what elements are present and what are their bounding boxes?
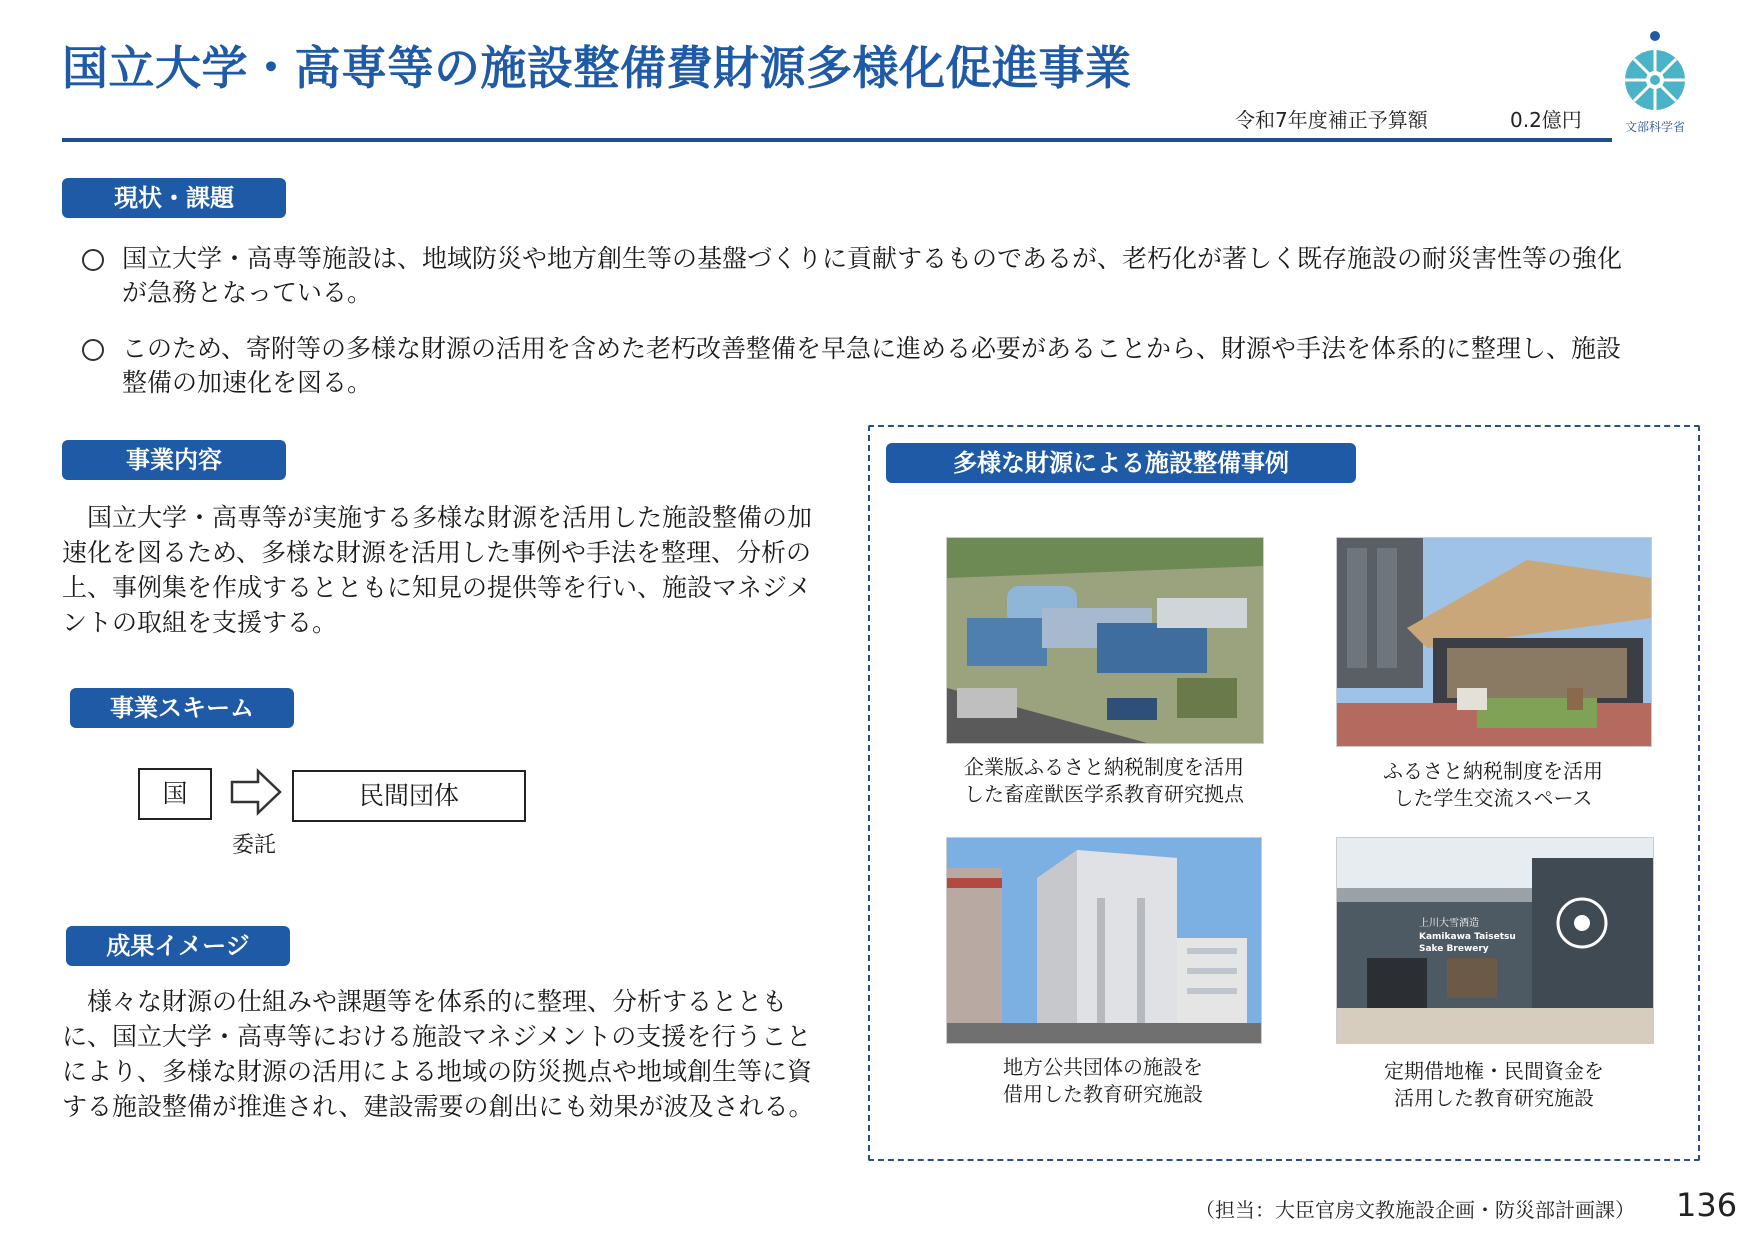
status-bullet-2: [82, 332, 1722, 402]
example-caption-3: [946, 1054, 1260, 1108]
example-photo-3: [946, 837, 1262, 1044]
caption-line: 企業版ふるさと納税制度を活用: [964, 755, 1244, 779]
examples-badge: 多様な財源による施設整備事例: [886, 443, 1356, 483]
brewery-sign-en2: Sake Brewery: [1419, 944, 1489, 954]
bullet-line: が急務となっている。: [122, 278, 373, 307]
scheme-badge: 事業スキーム: [70, 688, 294, 728]
mext-emblem-icon: [1615, 28, 1695, 118]
arrow-right-icon: [230, 768, 282, 816]
example-photo-1: [946, 537, 1264, 744]
scheme-to-box: 民間団体: [292, 770, 526, 822]
bullet-line: このため、寄附等の多様な財源の活用を含めた老朽改善整備を早急に進める必要があることから、財源や手法を体系的に整理し、施設: [122, 334, 1622, 363]
brewery-sign-en1: Kamikawa Taisetsu: [1419, 932, 1516, 942]
bullet-line: 国立大学・高専等施設は、地域防災や地方創生等の基盤づくりに貢献するものであるが、老朽化が著しく既存施設の耐災害性等の強化: [122, 244, 1623, 273]
logo-text: 文部科学省: [1624, 120, 1685, 134]
arrow-label: 委託: [232, 833, 277, 858]
caption-line: 定期借地権・民間資金を: [1384, 1059, 1604, 1083]
footer-contact: （担当：大臣官房文教施設企画・防災部計画課）: [1195, 1198, 1635, 1222]
caption-line: した学生交流スペース: [1393, 786, 1593, 810]
example-caption-1: [946, 754, 1262, 808]
brewery-sign: 上川大雪酒造: [1419, 918, 1479, 929]
content-badge: 事業内容: [62, 440, 286, 480]
page-number: 136: [1676, 1186, 1738, 1224]
example-caption-2: [1336, 758, 1650, 812]
caption-line: した畜産獣医学系教育研究拠点: [964, 782, 1244, 806]
caption-line: 借用した教育研究施設: [1003, 1082, 1203, 1106]
caption-line: 地方公共団体の施設を: [1003, 1055, 1203, 1079]
status-bullet-1: [82, 242, 1722, 312]
budget-label: 令和7年度補正予算額: [1235, 108, 1428, 132]
bullet-line: 整備の加速化を図る。: [122, 368, 373, 397]
example-photo-4: [1336, 837, 1654, 1044]
status-badge: 現状・課題: [62, 178, 286, 218]
outcome-text: 様々な財源の仕組みや課題等を体系的に整理、分析するとともに、国立大学・高専等における施設マネジメントの支援を行うことにより、多様な財源の活用による地域の防災拠点や地域創生等に資する施設整備が推進され、建設需要の創出にも効果が波及される。: [62, 987, 814, 1121]
circle-bullet-icon: [82, 339, 104, 361]
example-photo-2: [1336, 537, 1652, 747]
caption-line: ふるさと納税制度を活用: [1383, 759, 1603, 783]
header-rule: [62, 138, 1612, 142]
example-caption-4: [1336, 1058, 1652, 1112]
page-title: 国立大学・高専等の施設整備費財源多様化促進事業: [62, 41, 1132, 95]
scheme-from-box: 国: [138, 768, 212, 820]
circle-bullet-icon: [82, 249, 104, 271]
mext-logo: [1615, 28, 1695, 138]
caption-line: 活用した教育研究施設: [1394, 1086, 1594, 1110]
outcome-badge: 成果イメージ: [66, 926, 290, 966]
budget-value: 0.2億円: [1510, 108, 1582, 132]
content-text: 国立大学・高専等が実施する多様な財源を活用した施設整備の加速化を図るため、多様な財源を活用した事例や手法を整理、分析の上、事例集を作成するとともに知見の提供等を行い、施設マネジメントの取組を支援する。: [62, 503, 813, 637]
